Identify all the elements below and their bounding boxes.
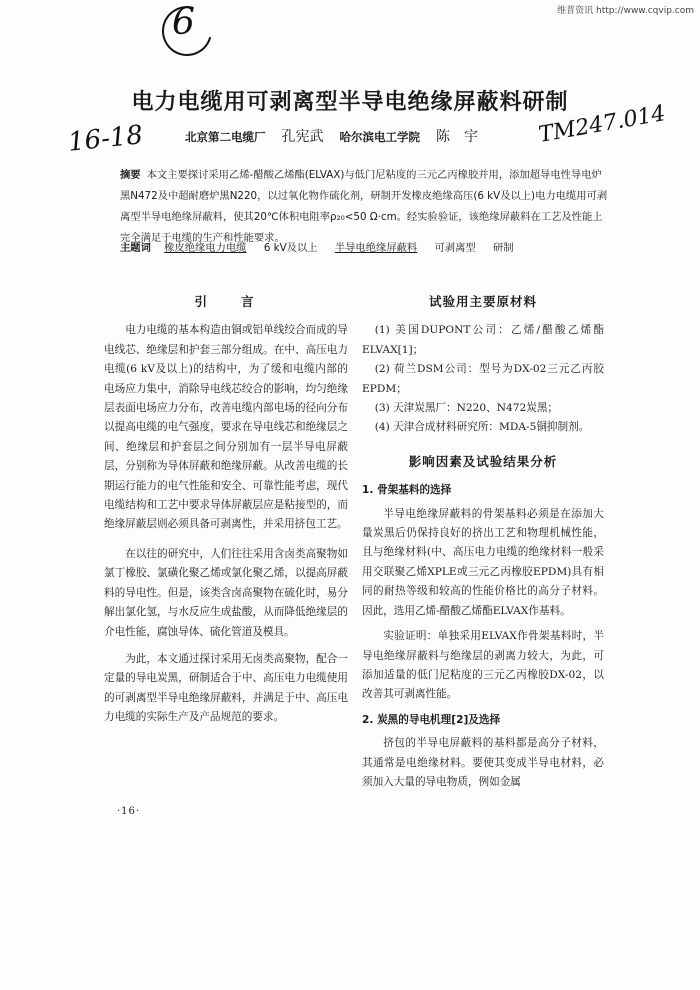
abstract-label: 摘要	[120, 169, 141, 181]
author-1: 孔宪武	[281, 129, 324, 145]
keyword: 半导电绝缘屏蔽料	[334, 242, 418, 254]
paragraph: 挤包的半导电屏蔽料的基料都是高分子材料，其通常是电绝缘材料。要使其变成半导电材料，必须加入大量的导电物质，例如金属	[362, 737, 604, 788]
handwritten-corner-mark: 6	[172, 2, 195, 43]
paragraph: 电力电缆的基本构造由铜或铝单线绞合而成的导电线芯、绝缘层和护套三部分组成。在中、高压电力电缆(6 kV及以上)的结构中，为了缓和电缆内部的电场应力集中，消除导电线芯绞合的影响，均匀绝缘层表面电场应力分布，改善电缆内部电场的径向分布以提高电缆的电气强度，要求在导电线芯和绝缘层之间、绝缘层和护套层之间分别加有一层半导电屏蔽层，分别称为导体屏蔽和绝缘屏蔽。从改善电缆的长期运行能力的电气性能和安全、可靠性能考虑，现代电缆结构和工艺中要求导体屏蔽层应是粘接型的，而绝缘屏蔽层则必须具备可剥离性，并采用挤包工艺。	[104, 324, 348, 531]
paragraph: 为此，本文通过探讨采用无卤类高聚物，配合一定量的导电炭黑，研制适合于中、高压电力电缆使用的可剥离型半导电绝缘屏蔽料，并满足于中、高压电力电缆的实际生产及产品规范的要求。	[104, 652, 348, 724]
page-number: ·16·	[117, 806, 141, 817]
material-item: (2) 荷兰DSM公司：型号为DX-02三元乙丙胶EPDM；	[362, 363, 604, 395]
subsection-heading: 1. 骨架基料的选择	[362, 484, 452, 497]
author-line	[185, 126, 490, 146]
intro-heading: 引言	[194, 294, 288, 309]
keywords-label: 主题词	[120, 242, 151, 254]
paragraph: 半导电绝缘屏蔽料的骨架基料必须是在添加大量炭黑后仍保持良好的挤出工艺和物理机械性能，且与绝缘材料(中、高压电力电缆的绝缘材料一般采用交联聚乙烯XPLE或三元乙丙橡胶EPDM)具有相同的耐热等级和较高的性能价格比的高分子材料。因此，选用乙烯-醋酸乙烯酯ELVAX作基料。	[362, 507, 604, 617]
keywords	[120, 239, 630, 254]
abstract	[120, 165, 612, 249]
affiliation-1: 北京第二电缆厂	[185, 130, 266, 144]
keyword: 可剥离型	[434, 242, 476, 254]
subsection-heading: 2. 炭黑的导电机理[2]及选择	[362, 713, 501, 726]
keyword: 研制	[492, 242, 514, 254]
materials-heading: 试验用主要原材料	[428, 294, 537, 309]
paragraph: 实验证明：单独采用ELVAX作骨架基料时，半导电绝缘屏蔽料与绝缘层的剥离力较大，为此，可添加适量的低门尼粘度的三元乙丙橡胶DX-02，以改善其可剥离性能。	[362, 630, 604, 701]
left-column	[104, 292, 348, 728]
material-item: (3) 天津炭黑厂：N220、N472炭黑；	[374, 402, 559, 415]
paper-title: 电力电缆用可剥离型半导电绝缘屏蔽料研制	[131, 90, 569, 115]
handwritten-page-range: 16-18	[66, 120, 145, 158]
material-item: (4) 天津合成材料研究所：MDA-5铜抑制剂。	[374, 421, 590, 434]
watermark: 维普资讯 http://www.cqvip.com	[557, 6, 694, 16]
results-heading: 影响因素及试验结果分析	[408, 453, 558, 469]
material-item: (1) 美国DUPONT公司：乙烯/醋酸乙烯酯ELVAX[1]；	[362, 324, 604, 356]
keyword: 橡皮绝缘电力电缆	[164, 242, 247, 254]
paragraph: 在以往的研究中，人们往往采用含卤类高聚物如氯丁橡胶、氯磺化聚乙烯或氯化聚乙烯，以提高屏蔽料的导电性。但是，该类含卤高聚物在硫化时，易分解出氯化氢，与水反应生成盐酸，从而降低绝缘层的介电性能，腐蚀导体、硫化管道及模具。	[104, 547, 348, 638]
handwritten-class-number: TM247.014	[536, 101, 668, 148]
affiliation-2: 哈尔滨电工学院	[339, 130, 421, 144]
author-2: 陈 宇	[436, 129, 479, 145]
right-column	[362, 292, 604, 792]
keyword: 6 kV及以上	[263, 242, 318, 254]
abstract-text: 本文主要探讨采用乙烯-醋酸乙烯酯(ELVAX)与低门尼粘度的三元乙丙橡胶并用，添加超导电性导电炉黑N472及中超耐磨炉黑N220，以过氧化物作硫化剂，研制开发橡皮绝缘高压(6 kV及以上)电力电缆用可剥离型半导电绝缘屏蔽料，使其20℃体积电阻率ρ₂₀<50 Ω·cm。经实验验证，该绝缘屏蔽料在工艺及性能上完全满足于电缆的生产和性能要求。	[120, 169, 608, 244]
